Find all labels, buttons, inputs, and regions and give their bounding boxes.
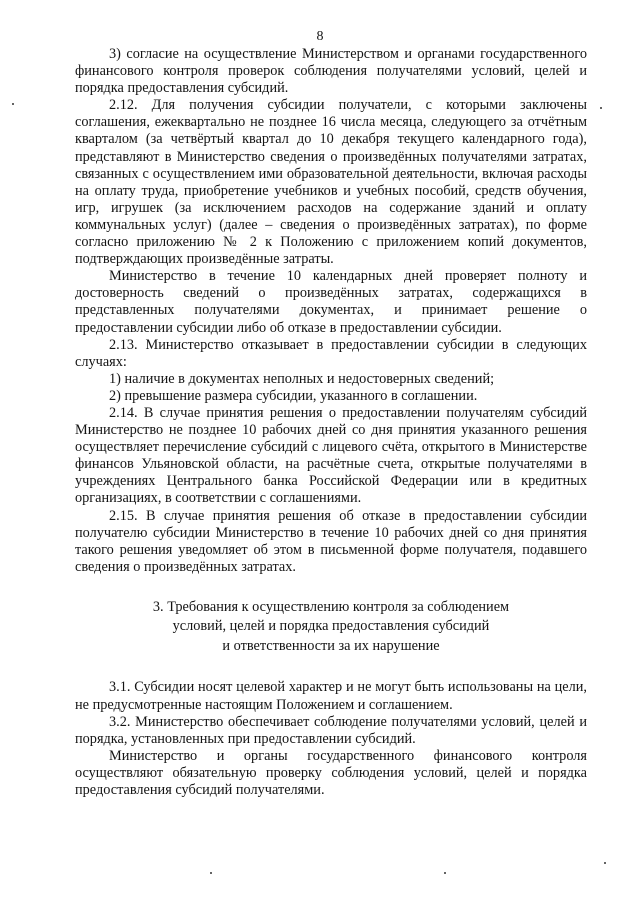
scan-speck bbox=[600, 107, 602, 109]
section-heading-line: 3. Требования к осуществлению контроля за соблюдением bbox=[152, 598, 510, 615]
paragraph-2-13: 2.13. Министерство отказывает в предоставлении субсидии в следующих случаях: bbox=[75, 336, 587, 370]
scan-speck bbox=[444, 872, 446, 874]
paragraph-3-1: 3.1. Субсидии носят целевой характер и не могут быть использованы на цели, не предусмотренные настоящим Положением и соглашением. bbox=[75, 679, 587, 713]
scan-speck bbox=[210, 872, 212, 874]
section-3-heading bbox=[75, 598, 587, 657]
list-item-refusal-2: 2) превышение размера субсидии, указанного в соглашении. bbox=[109, 387, 478, 404]
page-number: 8 bbox=[316, 29, 324, 44]
paragraph-2-12: 2.12. Для получения субсидии получатели, с которыми заключены соглашения, ежеквартально не позднее 16 числа месяца, следующего за отчётным кварталом (за четвёртый квартал до 10 декабря текущего календарного года), представляют в Министерство сведения о произведённых получателями затратах, связанных с осуществлением ими образовательной деятельности, включая расходы на оплату труда, приобретение учебников и учебных пособий, средств обучения, игр, игрушек (за исключением расходов на содержание зданий и оплату коммунальных услуг) (далее – сведения о произведённых затратах), по форме согласно приложению № 2 к Положению с приложением копий документов, подтверждающих произведённые затраты. bbox=[75, 97, 587, 268]
paragraph-consent: 3) согласие на осуществление Министерством и органами государственного финансового контроля проверок соблюдения получателями условий, целей и порядка предоставления субсидий. bbox=[75, 46, 587, 97]
document-body bbox=[75, 46, 587, 799]
paragraph-control-check: Министерство и органы государственного финансового контроля осуществляют обязательную проверку соблюдения условий, целей и порядка предоставления субсидий получателями. bbox=[75, 747, 587, 798]
paragraph-2-15: 2.15. В случае принятия решения об отказе в предоставлении субсидии получателю субсидии Министерство в течение 10 рабочих дней со дня принятия такого решения уведомляет об этом в письменной форме получателя, подавшего сведения о произведённых затратах. bbox=[75, 507, 587, 575]
scan-speck bbox=[12, 103, 14, 105]
paragraph-2-14: 2.14. В случае принятия решения о предоставлении получателям субсидий Министерство не позднее 10 рабочих дней со дня принятия указанного решения осуществляет перечисление субсидий с лицевого счёта, открытого в Министерстве финансов Ульяновской области, на расчётные счета, открытые получателями в учреждениях Центрального банка Российской Федерации или в кредитных организациях, в соответствии с соглашениями. bbox=[75, 404, 587, 507]
section-heading-line: и ответственности за их нарушение bbox=[222, 637, 440, 654]
scan-speck bbox=[604, 862, 606, 864]
paragraph-3-2: 3.2. Министерство обеспечивает соблюдение получателями условий, целей и порядка, установленных при предоставлении субсидий. bbox=[75, 713, 587, 747]
section-heading-line: условий, целей и порядка предоставления субсидий bbox=[172, 618, 490, 635]
list-item-refusal-1: 1) наличие в документах неполных и недостоверных сведений; bbox=[109, 370, 495, 387]
paragraph-ministry-check: Министерство в течение 10 календарных дней проверяет полноту и достоверность сведений о произведённых затратах, содержащихся в представленных получателями документах, и принимает решение о предоставлении субсидии либо об отказе в предоставлении субсидии. bbox=[75, 268, 587, 336]
